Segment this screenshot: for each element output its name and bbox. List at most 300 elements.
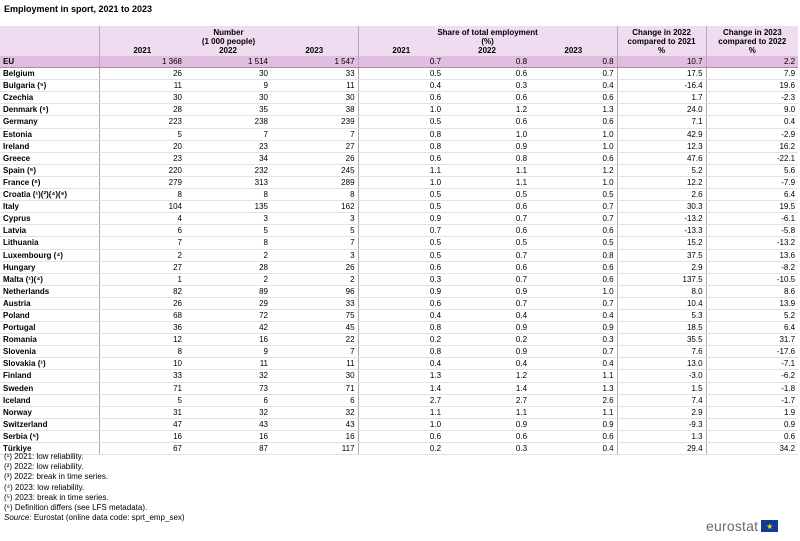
cell-s21: 0.4 [358,80,444,92]
cell-n23: 117 [271,443,358,455]
cell-n22: 73 [185,382,271,394]
row-country: Romania [0,334,99,346]
cell-n22: 89 [185,285,271,297]
cell-c22: 15.2 [617,237,706,249]
cell-s23: 1.0 [530,176,617,188]
table-row [0,68,798,80]
cell-n21: 30 [99,92,185,104]
cell-c23: 13.6 [706,249,798,261]
cell-c22: 2.9 [617,261,706,273]
header-change23 [706,26,798,46]
cell-n21: 11 [99,80,185,92]
cell-s22: 0.9 [444,140,530,152]
cell-s22: 0.7 [444,213,530,225]
cell-c23: 9.0 [706,104,798,116]
cell-n23: 71 [271,382,358,394]
table-row [0,152,798,164]
cell-s21: 0.7 [358,56,444,68]
cell-n21: 16 [99,430,185,442]
header-change22 [617,26,706,46]
header-number-2022: 2022 [185,46,271,56]
cell-s22: 0.6 [444,116,530,128]
table-row [0,370,798,382]
cell-n22: 2 [185,273,271,285]
cell-n23: 32 [271,406,358,418]
employment-table [0,26,798,455]
cell-s21: 0.2 [358,334,444,346]
cell-s22: 0.6 [444,261,530,273]
cell-n22: 5 [185,225,271,237]
cell-n23: 8 [271,189,358,201]
cell-c23: -8.2 [706,261,798,273]
header-share-group [358,26,617,46]
row-country: Slovenia [0,346,99,358]
cell-s21: 1.0 [358,104,444,116]
header-share-2022: 2022 [444,46,530,56]
cell-c23: -5.8 [706,225,798,237]
cell-c22: 47.6 [617,152,706,164]
cell-c23: -10.5 [706,273,798,285]
table-row [0,116,798,128]
cell-c23: -7.9 [706,176,798,188]
cell-c23: -2.9 [706,128,798,140]
cell-n23: 7 [271,346,358,358]
row-country: Denmark (⁵) [0,104,99,116]
cell-n22: 232 [185,164,271,176]
table-row [0,249,798,261]
cell-s21: 0.5 [358,249,444,261]
cell-n22: 16 [185,334,271,346]
cell-s23: 1.0 [530,140,617,152]
cell-s22: 1.1 [444,164,530,176]
cell-c23: -6.2 [706,370,798,382]
row-country: France (⁶) [0,176,99,188]
cell-n23: 45 [271,322,358,334]
cell-s21: 0.8 [358,322,444,334]
cell-s22: 0.4 [444,358,530,370]
table-row [0,334,798,346]
cell-s23: 0.7 [530,297,617,309]
cell-n23: 33 [271,68,358,80]
cell-n22: 135 [185,201,271,213]
row-country: Lithuania [0,237,99,249]
cell-c23: 19.6 [706,80,798,92]
cell-n23: 162 [271,201,358,213]
cell-s23: 1.3 [530,104,617,116]
cell-s23: 1.2 [530,164,617,176]
cell-s22: 0.9 [444,346,530,358]
cell-n23: 2 [271,273,358,285]
cell-n23: 33 [271,297,358,309]
row-country: Iceland [0,394,99,406]
cell-n23: 11 [271,358,358,370]
cell-s23: 0.4 [530,443,617,455]
row-country: Luxembourg (⁴) [0,249,99,261]
cell-c23: 8.6 [706,285,798,297]
cell-c22: 7.4 [617,394,706,406]
cell-s22: 0.4 [444,309,530,321]
cell-n21: 7 [99,237,185,249]
cell-n23: 38 [271,104,358,116]
cell-s21: 0.9 [358,285,444,297]
cell-s22: 1.2 [444,104,530,116]
cell-s22: 1.1 [444,406,530,418]
cell-n21: 82 [99,285,185,297]
table-row [0,406,798,418]
cell-n22: 8 [185,189,271,201]
header-number-group [99,26,358,46]
header-change23-line1: Change in 2023 [722,28,782,37]
row-country: Belgium [0,68,99,80]
footnote-item: (¹) 2021: low reliability. [4,452,84,461]
table-row [0,213,798,225]
cell-n21: 26 [99,297,185,309]
header-change23-line2: compared to 2022 [718,37,787,46]
footnote-item: (²) 2022: low reliability. [4,462,84,472]
cell-s22: 0.9 [444,418,530,430]
row-country: Poland [0,309,99,321]
cell-n22: 313 [185,176,271,188]
cell-c22: 1.5 [617,382,706,394]
row-country: Cyprus [0,213,99,225]
cell-c23: 0.4 [706,116,798,128]
footnote-item: (⁵) 2023: break in time series. [4,492,109,502]
cell-s21: 0.4 [358,309,444,321]
cell-s22: 0.8 [444,152,530,164]
table-row [0,309,798,321]
cell-c22: 5.3 [617,309,706,321]
cell-s22: 0.5 [444,189,530,201]
cell-n22: 42 [185,322,271,334]
source-text: Eurostat (online data code: sprt_emp_sex) [33,513,185,523]
cell-c22: 12.3 [617,140,706,152]
cell-s21: 1.0 [358,418,444,430]
cell-c22: 29.4 [617,443,706,455]
cell-s23: 1.1 [530,406,617,418]
cell-s21: 0.5 [358,201,444,213]
table-row [0,297,798,309]
cell-n21: 6 [99,225,185,237]
cell-s21: 0.5 [358,189,444,201]
row-country: Portugal [0,322,99,334]
cell-s23: 0.8 [530,249,617,261]
cell-s21: 0.3 [358,273,444,285]
cell-c23: 16.2 [706,140,798,152]
cell-c23: 31.7 [706,334,798,346]
cell-s23: 0.6 [530,116,617,128]
cell-s23: 0.3 [530,334,617,346]
cell-s22: 0.9 [444,285,530,297]
cell-s21: 0.6 [358,297,444,309]
cell-s21: 1.0 [358,176,444,188]
cell-n22: 23 [185,140,271,152]
table-row [0,225,798,237]
cell-n21: 71 [99,382,185,394]
row-country: Hungary [0,261,99,273]
table-row [0,92,798,104]
cell-s22: 0.2 [444,334,530,346]
eurostat-logo [706,518,778,534]
row-country: Italy [0,201,99,213]
cell-n23: 75 [271,309,358,321]
cell-s21: 0.6 [358,261,444,273]
header-number-2023: 2023 [271,46,358,56]
cell-c22: 7.1 [617,116,706,128]
table-row [0,201,798,213]
cell-n23: 245 [271,164,358,176]
cell-c22: 37.5 [617,249,706,261]
cell-s23: 0.6 [530,430,617,442]
table-row [0,418,798,430]
cell-c22: -13.3 [617,225,706,237]
cell-n21: 5 [99,128,185,140]
cell-n22: 32 [185,406,271,418]
cell-n21: 1 368 [99,56,185,68]
cell-s22: 1.0 [444,128,530,140]
cell-s21: 1.3 [358,370,444,382]
cell-n23: 6 [271,394,358,406]
cell-s23: 0.6 [530,225,617,237]
cell-s23: 0.4 [530,358,617,370]
cell-c23: -22.1 [706,152,798,164]
cell-n21: 67 [99,443,185,455]
cell-s23: 0.7 [530,68,617,80]
row-country: Serbia (⁵) [0,430,99,442]
cell-s23: 0.9 [530,418,617,430]
header-number-unit: (1 000 people) [201,37,256,46]
cell-s23: 0.5 [530,189,617,201]
cell-n22: 9 [185,80,271,92]
cell-n21: 4 [99,213,185,225]
cell-s23: 0.5 [530,237,617,249]
cell-n22: 238 [185,116,271,128]
cell-s23: 1.1 [530,370,617,382]
footnote-item: (³) 2022: break in time series. [4,472,109,482]
cell-n23: 3 [271,213,358,225]
cell-n23: 16 [271,430,358,442]
cell-c23: 0.6 [706,430,798,442]
cell-s22: 1.2 [444,370,530,382]
cell-c23: -17.6 [706,346,798,358]
cell-s21: 1.4 [358,382,444,394]
cell-c23: 34.2 [706,443,798,455]
cell-n21: 1 [99,273,185,285]
row-country: Sweden [0,382,99,394]
source-label: Source: [4,513,32,523]
cell-n21: 31 [99,406,185,418]
cell-c22: 18.5 [617,322,706,334]
footnote-list [4,452,185,513]
cell-s22: 0.6 [444,68,530,80]
cell-c22: -9.3 [617,418,706,430]
cell-s23: 0.8 [530,56,617,68]
cell-n22: 7 [185,128,271,140]
cell-n22: 9 [185,346,271,358]
cell-n22: 32 [185,370,271,382]
cell-n22: 3 [185,213,271,225]
cell-c22: 1.3 [617,430,706,442]
row-country: Spain (⁶) [0,164,99,176]
eu-flag-icon: ★ [761,520,778,532]
cell-n23: 26 [271,152,358,164]
cell-c22: 8.0 [617,285,706,297]
cell-s23: 0.6 [530,92,617,104]
cell-n22: 30 [185,68,271,80]
table-row [0,346,798,358]
table-row [0,261,798,273]
header-blank [0,26,99,46]
cell-s23: 0.9 [530,322,617,334]
logo-text: eurostat [706,518,759,534]
cell-s22: 0.6 [444,201,530,213]
cell-n22: 2 [185,249,271,261]
table-row [0,140,798,152]
cell-n21: 47 [99,418,185,430]
cell-s21: 0.9 [358,213,444,225]
header-share-2021: 2021 [358,46,444,56]
cell-s23: 0.7 [530,201,617,213]
cell-c23: -1.8 [706,382,798,394]
cell-c23: 0.9 [706,418,798,430]
cell-n23: 5 [271,225,358,237]
row-country: Finland [0,370,99,382]
cell-c23: 2.2 [706,56,798,68]
row-country: Austria [0,297,99,309]
cell-n21: 8 [99,346,185,358]
cell-n21: 8 [99,189,185,201]
cell-s22: 0.3 [444,443,530,455]
table-row [0,394,798,406]
header-share-unit: (%) [481,37,494,46]
cell-c23: -2.3 [706,92,798,104]
cell-c23: 5.6 [706,164,798,176]
table-row [0,128,798,140]
cell-n23: 1 547 [271,56,358,68]
cell-n23: 239 [271,116,358,128]
cell-c22: 1.7 [617,92,706,104]
cell-s22: 0.8 [444,56,530,68]
table-row [0,80,798,92]
cell-s23: 1.3 [530,382,617,394]
cell-c22: 13.0 [617,358,706,370]
cell-n21: 10 [99,358,185,370]
cell-s22: 0.7 [444,273,530,285]
cell-n21: 104 [99,201,185,213]
cell-s23: 1.0 [530,285,617,297]
cell-c23: -7.1 [706,358,798,370]
cell-s21: 2.7 [358,394,444,406]
cell-s21: 0.8 [358,346,444,358]
row-country: Bulgaria (⁵) [0,80,99,92]
cell-s21: 0.6 [358,152,444,164]
cell-n21: 28 [99,104,185,116]
cell-c22: -13.2 [617,213,706,225]
row-country: Greece [0,152,99,164]
cell-s23: 0.6 [530,273,617,285]
cell-c23: 5.2 [706,309,798,321]
table-row [0,237,798,249]
cell-c22: 2.6 [617,189,706,201]
cell-c22: 5.2 [617,164,706,176]
cell-s23: 0.6 [530,152,617,164]
cell-n21: 23 [99,152,185,164]
cell-c22: 137.5 [617,273,706,285]
table-row [0,104,798,116]
cell-n21: 2 [99,249,185,261]
cell-n22: 34 [185,152,271,164]
cell-s22: 0.3 [444,80,530,92]
cell-n23: 96 [271,285,358,297]
cell-s21: 0.8 [358,128,444,140]
cell-s21: 0.8 [358,140,444,152]
cell-n23: 30 [271,370,358,382]
row-country: Latvia [0,225,99,237]
header-change22-line2: compared to 2021 [627,37,696,46]
cell-n21: 5 [99,394,185,406]
cell-n22: 43 [185,418,271,430]
cell-n21: 27 [99,261,185,273]
cell-s23: 0.7 [530,346,617,358]
cell-s22: 0.6 [444,92,530,104]
row-country: Slovakia (¹) [0,358,99,370]
cell-n23: 11 [271,80,358,92]
cell-n21: 68 [99,309,185,321]
cell-c22: 24.0 [617,104,706,116]
cell-c22: 35.5 [617,334,706,346]
cell-n22: 30 [185,92,271,104]
row-country: Ireland [0,140,99,152]
cell-c22: -3.0 [617,370,706,382]
row-country: Germany [0,116,99,128]
cell-n21: 12 [99,334,185,346]
cell-n23: 3 [271,249,358,261]
cell-s22: 0.7 [444,249,530,261]
cell-n22: 11 [185,358,271,370]
cell-s21: 0.6 [358,430,444,442]
cell-s23: 0.6 [530,261,617,273]
cell-s23: 1.0 [530,128,617,140]
cell-c23: 6.4 [706,322,798,334]
cell-n21: 20 [99,140,185,152]
source-line [4,513,185,523]
cell-n22: 16 [185,430,271,442]
cell-c22: -16.4 [617,80,706,92]
cell-n21: 279 [99,176,185,188]
table-row [0,273,798,285]
cell-n22: 35 [185,104,271,116]
cell-s21: 0.2 [358,443,444,455]
cell-s22: 0.6 [444,430,530,442]
cell-s23: 0.4 [530,80,617,92]
cell-n21: 220 [99,164,185,176]
row-country: Netherlands [0,285,99,297]
cell-c23: 6.4 [706,189,798,201]
cell-s23: 0.4 [530,309,617,321]
page-title: Employment in sport, 2021 to 2023 [4,4,153,14]
cell-n22: 8 [185,237,271,249]
row-country: EU [0,56,99,68]
cell-n21: 223 [99,116,185,128]
cell-s22: 0.5 [444,237,530,249]
cell-n23: 26 [271,261,358,273]
header-share-label: Share of total employment [437,28,538,37]
header-number-label: Number [213,28,244,37]
cell-n22: 1 514 [185,56,271,68]
cell-c23: 7.9 [706,68,798,80]
cell-s22: 0.7 [444,297,530,309]
cell-s22: 0.9 [444,322,530,334]
cell-n22: 72 [185,309,271,321]
